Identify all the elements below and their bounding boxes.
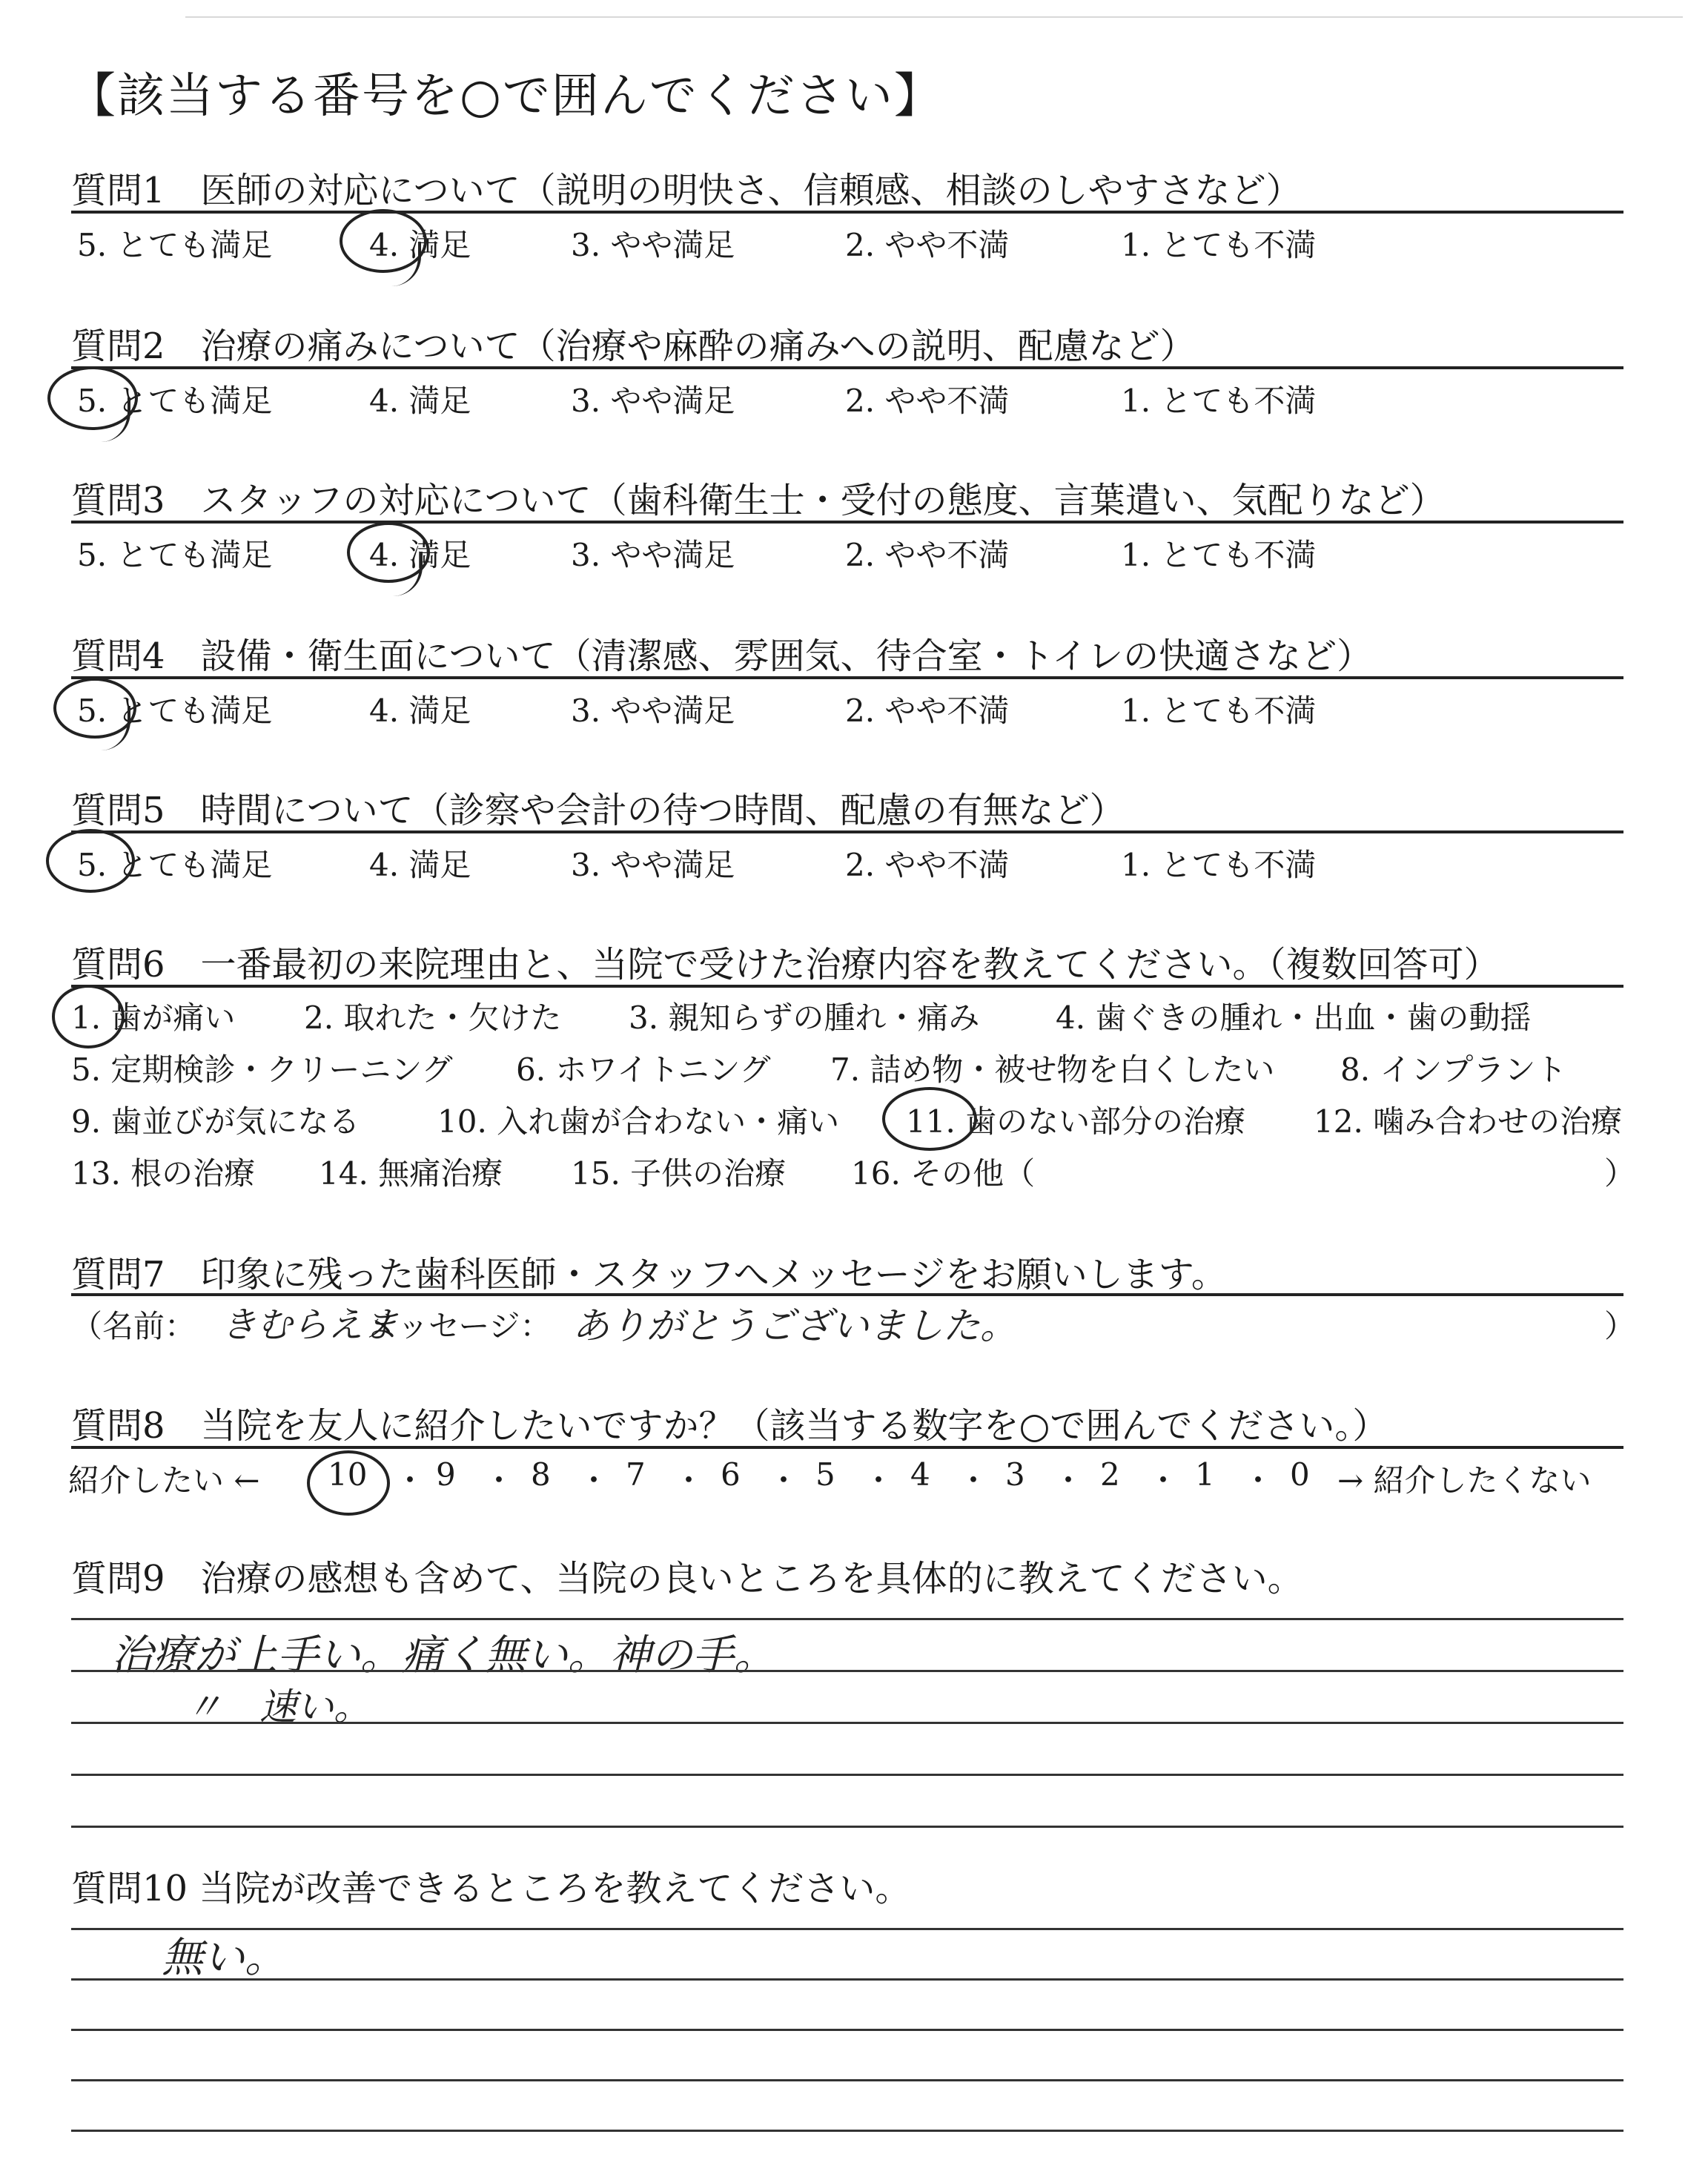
q10-write-line <box>71 2130 1623 2132</box>
q8-number-1[interactable]: 1 <box>1195 1456 1215 1493</box>
q6-option-2[interactable]: 2. 取れた・欠けた <box>304 1000 562 1036</box>
q2-answer-circle-tail <box>101 397 130 442</box>
q4-option-4[interactable]: 4. 満足 <box>369 693 471 729</box>
q8-left-label: 紹介したい ← <box>68 1462 260 1499</box>
question-5: 質問5 時間について（診察や会計の待つ時間、配慮の有無など） <box>71 790 1125 831</box>
question-8: 質問8 当院を友人に紹介したいですか？（該当する数字を○で囲んでください。） <box>71 1405 1388 1447</box>
q6-option-15[interactable]: 15. 子供の治療 <box>571 1155 787 1192</box>
top-edge-line <box>185 16 1683 18</box>
q1-option-5[interactable]: 5. とても満足 <box>77 227 273 263</box>
q8-right-label: → 紹介したくない <box>1337 1462 1592 1499</box>
q6-answer-circle-1 <box>52 985 125 1048</box>
q8-number-9[interactable]: 9 <box>436 1456 456 1493</box>
q2-option-5[interactable]: 5. とても満足 <box>77 383 273 419</box>
question-1-rule <box>71 211 1623 214</box>
q6-option-12[interactable]: 12. 噛み合わせの治療 <box>1314 1103 1623 1140</box>
q6-option-1[interactable]: 1. 歯が痛い <box>71 1000 236 1036</box>
q3-option-2[interactable]: 2. やや不満 <box>845 537 1010 573</box>
q4-answer-circle-tail <box>101 706 130 750</box>
question-9: 質問9 治療の感想も含めて、当院の良いところを具体的に教えてください。 <box>71 1558 1303 1599</box>
q6-option-4[interactable]: 4. 歯ぐきの腫れ・出血・歯の動揺 <box>1056 1000 1532 1036</box>
question-4-rule <box>71 676 1623 679</box>
q6-option-11[interactable]: 11. 歯のない部分の治療 <box>906 1103 1246 1140</box>
q8-number-0[interactable]: 0 <box>1290 1456 1310 1493</box>
q6-option-9[interactable]: 9. 歯並びが気になる <box>71 1103 360 1140</box>
q6-option-10[interactable]: 10. 入れ歯が合わない・痛い <box>437 1103 840 1140</box>
q6-other-close-paren: ） <box>1604 1155 1636 1192</box>
q8-number-4[interactable]: 4 <box>910 1456 930 1493</box>
q6-option-5[interactable]: 5. 定期検診・クリーニング <box>71 1051 453 1088</box>
q10-write-line <box>71 2029 1623 2031</box>
q8-separator: ・ <box>1148 1462 1179 1499</box>
q9-write-line <box>71 1826 1623 1828</box>
q1-answer-circle-tail <box>391 242 421 286</box>
q1-option-2[interactable]: 2. やや不満 <box>845 227 1010 263</box>
q10-answer[interactable]: 無い。 <box>162 1934 286 1982</box>
q6-option-13[interactable]: 13. 根の治療 <box>71 1155 256 1192</box>
q9-answer-line-2[interactable]: 〃 速い。 <box>185 1685 371 1728</box>
q8-separator: ・ <box>768 1462 800 1499</box>
q5-option-3[interactable]: 3. やや満足 <box>571 847 735 883</box>
q4-option-5[interactable]: 5. とても満足 <box>77 693 273 729</box>
page-title: 【該当する番号を○で囲んでください】 <box>68 69 943 124</box>
q6-option-8[interactable]: 8. インプラント <box>1340 1051 1567 1088</box>
question-8-rule <box>71 1446 1623 1449</box>
q6-option-3[interactable]: 3. 親知らずの腫れ・痛み <box>629 1000 980 1036</box>
question-2: 質問2 治療の痛みについて（治療や麻酔の痛みへの説明、配慮など） <box>71 326 1196 367</box>
q6-option-7[interactable]: 7. 詰め物・被せ物を白くしたい <box>830 1051 1275 1088</box>
q5-option-4[interactable]: 4. 満足 <box>369 847 471 883</box>
q5-answer-circle <box>46 829 135 893</box>
q9-write-line <box>71 1774 1623 1776</box>
q7-name-value[interactable]: きむらえま <box>221 1304 400 1346</box>
question-6: 質問6 一番最初の来院理由と、当院で受けた治療内容を教えてください。（複数回答可） <box>71 944 1500 985</box>
q6-answer-circle-11 <box>882 1087 977 1151</box>
q9-write-line <box>71 1670 1623 1672</box>
q4-option-3[interactable]: 3. やや満足 <box>571 693 735 729</box>
q8-number-6[interactable]: 6 <box>721 1456 741 1493</box>
q8-number-3[interactable]: 3 <box>1005 1456 1025 1493</box>
q8-answer-circle <box>307 1450 390 1516</box>
question-6-rule <box>71 985 1623 988</box>
q5-option-1[interactable]: 1. とても不満 <box>1121 847 1317 883</box>
q3-option-1[interactable]: 1. とても不満 <box>1121 537 1317 573</box>
q3-option-3[interactable]: 3. やや満足 <box>571 537 735 573</box>
q9-write-line <box>71 1722 1623 1724</box>
q8-number-10[interactable]: 10 <box>328 1456 368 1493</box>
question-7: 質問7 印象に残った歯科医師・スタッフへメッセージをお願いします。 <box>71 1254 1227 1295</box>
q7-message-label: メッセージ： <box>366 1308 552 1344</box>
q8-number-7[interactable]: 7 <box>626 1456 646 1493</box>
q8-separator: ・ <box>1053 1462 1085 1499</box>
question-10: 質問10 当院が改善できるところを教えてください。 <box>71 1868 911 1909</box>
q7-name-label: （名前： <box>71 1308 196 1344</box>
question-2-rule <box>71 366 1623 369</box>
q7-message-value[interactable]: ありがとうございました。 <box>572 1304 1017 1347</box>
q10-write-line <box>71 2079 1623 2081</box>
q1-option-3[interactable]: 3. やや満足 <box>571 227 735 263</box>
question-4: 質問4 設備・衛生面について（清潔感、雰囲気、待合室・トイレの快適さなど） <box>71 635 1373 677</box>
q2-option-3[interactable]: 3. やや満足 <box>571 383 735 419</box>
q8-separator: ・ <box>394 1462 426 1499</box>
q8-separator: ・ <box>673 1462 705 1499</box>
question-1: 質問1 医師の対応について（説明の明快さ、信頼感、相談のしやすさなど） <box>71 170 1302 211</box>
q8-separator: ・ <box>578 1462 610 1499</box>
q4-option-2[interactable]: 2. やや不満 <box>845 693 1010 729</box>
question-5-rule <box>71 830 1623 833</box>
q2-option-4[interactable]: 4. 満足 <box>369 383 471 419</box>
q6-option-16[interactable]: 16. その他（ <box>851 1155 1036 1192</box>
q1-option-4[interactable]: 4. 満足 <box>369 227 471 263</box>
q2-option-1[interactable]: 1. とても不満 <box>1121 383 1317 419</box>
question-3-rule <box>71 521 1623 524</box>
q3-option-4[interactable]: 4. 満足 <box>369 537 471 573</box>
q3-option-5[interactable]: 5. とても満足 <box>77 537 273 573</box>
q8-separator: ・ <box>483 1462 515 1499</box>
q9-write-line <box>71 1618 1623 1620</box>
q2-option-2[interactable]: 2. やや不満 <box>845 383 1010 419</box>
q8-separator: ・ <box>863 1462 895 1499</box>
q6-option-14[interactable]: 14. 無痛治療 <box>319 1155 503 1192</box>
q4-option-1[interactable]: 1. とても不満 <box>1121 693 1317 729</box>
q5-option-5[interactable]: 5. とても満足 <box>77 847 273 883</box>
q3-answer-circle-tail <box>393 552 423 596</box>
q8-number-2[interactable]: 2 <box>1100 1456 1120 1493</box>
q5-option-2[interactable]: 2. やや不満 <box>845 847 1010 883</box>
q7-close-paren: ） <box>1604 1308 1636 1344</box>
q9-answer-line-1[interactable]: 治療が上手い。痛く無い。神の手。 <box>111 1631 775 1680</box>
q1-option-1[interactable]: 1. とても不満 <box>1121 227 1317 263</box>
q10-write-line <box>71 1978 1623 1981</box>
q10-write-line <box>71 1928 1623 1930</box>
q8-separator: ・ <box>1242 1462 1274 1499</box>
q8-number-8[interactable]: 8 <box>531 1456 551 1493</box>
q8-number-5[interactable]: 5 <box>815 1456 835 1493</box>
q8-separator: ・ <box>958 1462 990 1499</box>
question-3: 質問3 スタッフの対応について（歯科衛生士・受付の態度、言葉遣い、気配りなど） <box>71 480 1446 521</box>
q6-option-6[interactable]: 6. ホワイトニング <box>516 1051 771 1088</box>
